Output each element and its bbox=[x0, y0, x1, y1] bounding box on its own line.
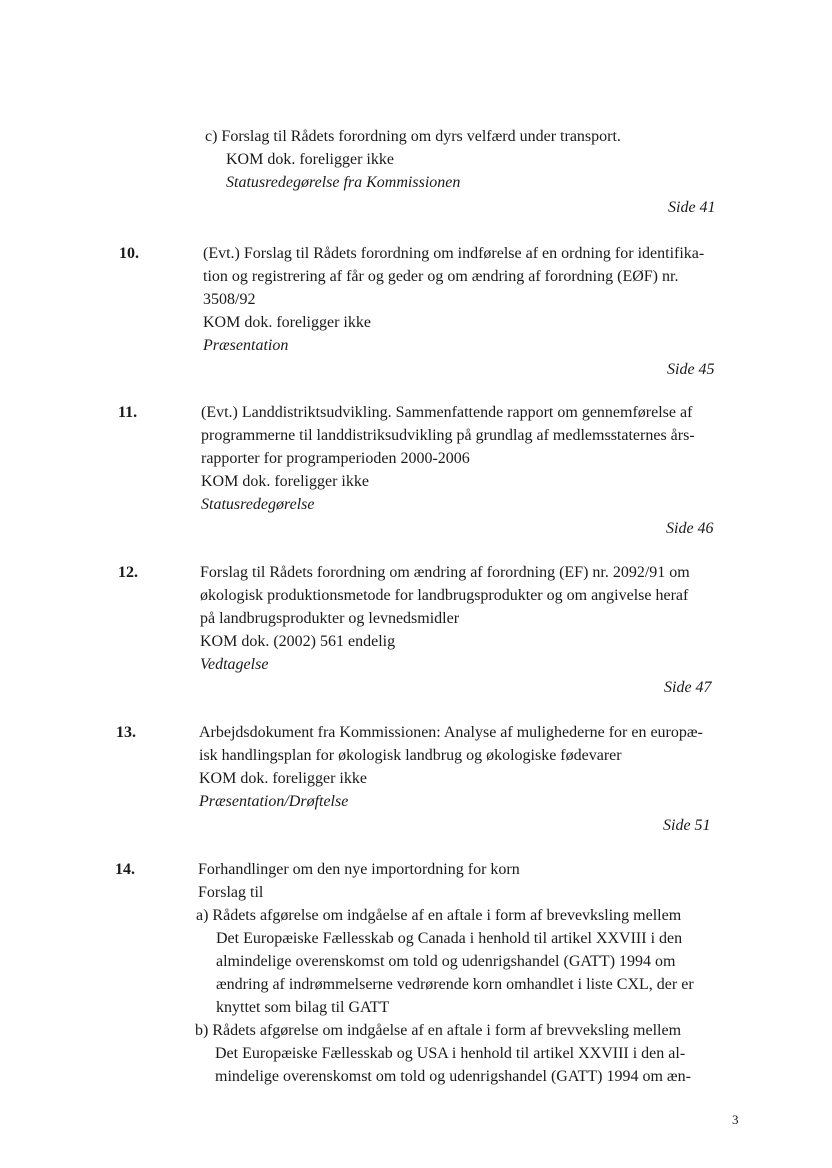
item-page-ref: Side 51 bbox=[663, 817, 711, 834]
item-page-ref: Side 47 bbox=[664, 679, 712, 696]
item-number: 14. bbox=[115, 861, 135, 878]
item-text-line: på landbrugsprodukter og levnedsmidler bbox=[200, 610, 460, 627]
item-text-line: Forslag til bbox=[198, 884, 264, 901]
item-number: 11. bbox=[118, 404, 138, 421]
item-text-line: isk handlingsplan for økologisk landbrug og økologiske fødevarer bbox=[199, 747, 622, 764]
sub-item-b-line: mindelige overenskomst om told og udenrigshandel (GATT) 1994 om æn- bbox=[215, 1068, 691, 1085]
item-text-line: økologisk produktionsmetode for landbrugsprodukter og om angivelse heraf bbox=[200, 587, 689, 604]
item-text-line: (Evt.) Forslag til Rådets forordning om indførelse af en ordning for identifika- bbox=[203, 245, 705, 262]
item-c-page-ref: Side 41 bbox=[668, 199, 716, 216]
item-text-line: (Evt.) Landdistriktsudvikling. Sammenfattende rapport om gennemførelse af bbox=[201, 404, 693, 421]
item-text-line: 3508/92 bbox=[203, 291, 256, 308]
item-text-line: rapporter for programperioden 2000-2006 bbox=[201, 450, 470, 467]
item-kom-doc: KOM dok. (2002) 561 endelig bbox=[200, 633, 396, 650]
item-kom-doc: KOM dok. foreligger ikke bbox=[199, 770, 367, 787]
item-text-line: Forhandlinger om den nye importordning for korn bbox=[198, 861, 520, 878]
sub-item-b-line: b) Rådets afgørelse om indgåelse af en aftale i form af brevveksling mellem bbox=[195, 1022, 682, 1039]
item-number: 12. bbox=[118, 564, 138, 581]
item-status: Præsentation/Drøftelse bbox=[199, 793, 349, 810]
item-kom-doc: KOM dok. foreligger ikke bbox=[203, 314, 371, 331]
item-page-ref: Side 46 bbox=[666, 520, 714, 537]
item-status: Vedtagelse bbox=[200, 656, 269, 673]
item-page-ref: Side 45 bbox=[667, 361, 715, 378]
item-kom-doc: KOM dok. foreligger ikke bbox=[201, 473, 369, 490]
sub-item-a-line: ændring af indrømmelserne vedrørende korn omhandlet i liste CXL, der er bbox=[216, 976, 694, 993]
sub-item-a-line: a) Rådets afgørelse om indgåelse af en aftale i form af brevevksling mellem bbox=[196, 907, 682, 924]
item-status: Statusredegørelse bbox=[201, 496, 315, 513]
item-number: 13. bbox=[116, 724, 136, 741]
item-c-kom-doc: KOM dok. foreligger ikke bbox=[226, 151, 394, 168]
item-text-line: tion og registrering af får og geder og om ændring af forordning (EØF) nr. bbox=[203, 268, 679, 285]
sub-item-a-line: almindelige overenskomst om told og udenrigshandel (GATT) 1994 om bbox=[216, 953, 676, 970]
item-text-line: Arbejdsdokument fra Kommissionen: Analyse af mulighederne for en europæ- bbox=[199, 724, 703, 741]
item-text-line: Forslag til Rådets forordning om ændring af forordning (EF) nr. 2092/91 om bbox=[200, 564, 690, 581]
item-c-title: c) Forslag til Rådets forordning om dyrs velfærd under transport. bbox=[205, 128, 621, 145]
sub-item-b-line: Det Europæiske Fællesskab og USA i henhold til artikel XXVIII i den al- bbox=[215, 1045, 686, 1062]
sub-item-a-line: Det Europæiske Fællesskab og Canada i henhold til artikel XXVIII i den bbox=[216, 930, 683, 947]
sub-item-a-line: knyttet som bilag til GATT bbox=[216, 999, 390, 1016]
item-status: Præsentation bbox=[203, 337, 289, 354]
item-number: 10. bbox=[119, 245, 139, 262]
item-c-status: Statusredegørelse fra Kommissionen bbox=[226, 174, 461, 191]
page-number: 3 bbox=[732, 1112, 739, 1127]
item-text-line: programmerne til landdistriksudvikling på grundlag af medlemsstaternes års- bbox=[201, 427, 695, 444]
